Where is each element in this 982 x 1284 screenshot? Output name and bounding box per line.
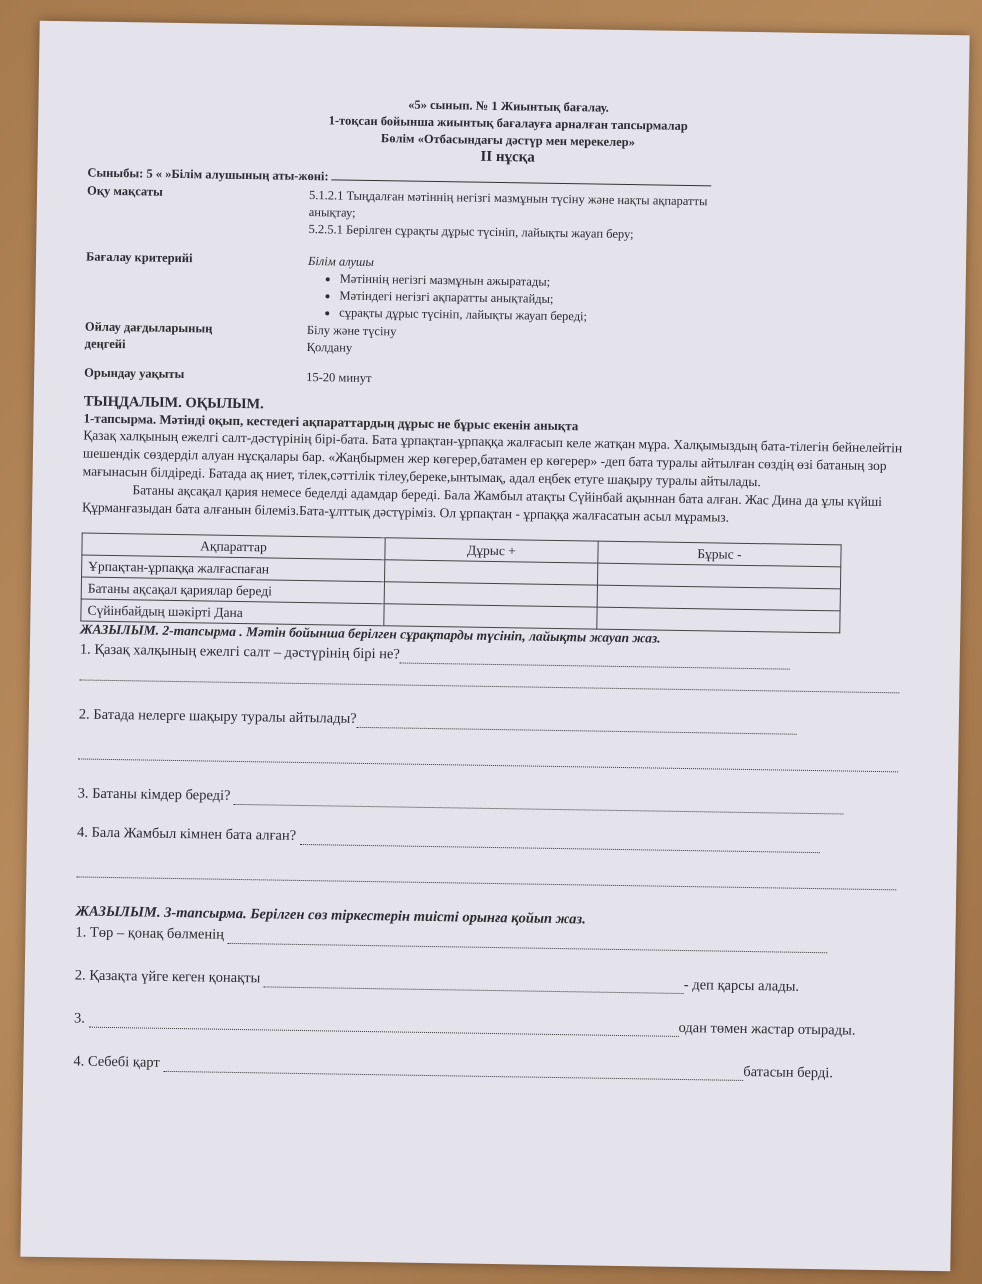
question-4-text: 4. Бала Жамбыл кімнен бата алған? (76, 824, 300, 844)
task2-instruction: ЖАЗЫЛЫМ. 2-тапсырма . Мәтін бойынша берілген сұрақтарды түсініп, лайықты жауап жаз. (80, 621, 661, 646)
reading-paragraph-2: Батаны ақсақал қария немесе беделді адамдар береді. Бала Жамбыл атақты Сүйінбай ақыннан бата алған. Жас Дина да ұлы күйші Құрманғазыдан бата алғанын білеміз.Бата-ұлттық дәстүріміз. Ол ұрпақтан - ұрпаққа жалғасатын асыл мұрамыз. (82, 482, 883, 525)
table-cell-statement: Сүйінбайдың шәкірті Дана (81, 599, 384, 626)
criteria-list (307, 270, 718, 327)
worksheet-paper (20, 21, 969, 1271)
task1-instruction: 1-тапсырма. Мәтінді оқып, кестедегі ақпараттардың дұрыс не бұрыс екенін анықта (83, 410, 579, 434)
criteria-item: • сұрақты дұрыс түсініп, лайықты жауап береді; (339, 305, 717, 328)
question-1-text: 1. Қазақ халқының ежелгі салт – дәстүрінің бірі не? (79, 641, 400, 663)
answer-4-field[interactable] (300, 844, 820, 853)
sentence-4-text-a: 4. Себебі қарт (73, 1053, 160, 1071)
levels-value (307, 322, 717, 362)
table-cell-statement: Батаны ақсақал қариялар береді (81, 577, 384, 604)
goals-label: Оқу мақсаты (86, 183, 163, 199)
sentence-3 (74, 1010, 914, 1040)
answer-4-line-2[interactable] (76, 875, 896, 890)
meta-block (84, 166, 927, 399)
goal-2: 5.2.5.1 Берілген сұрақты дұрыс түсініп, лайықты жауап беру; (308, 222, 634, 242)
question-2-text: 2. Батада нелерге шақыру туралы айтылады? (78, 706, 357, 727)
sentence-2-field[interactable] (264, 986, 684, 994)
question-2 (79, 706, 919, 736)
sentence-2 (75, 967, 915, 997)
goal-1: 5.1.2.1 Тыңдалған мәтіннің негізгі мазмұнын түсіну және нақты ақпаратты анықтау; (308, 188, 708, 220)
criteria-intro: Білім алушы (307, 254, 374, 270)
question-4 (77, 824, 917, 854)
table-cell-true[interactable] (384, 604, 597, 629)
sentence-4-text-b: батасын берді. (743, 1063, 834, 1082)
student-name-field[interactable] (332, 179, 712, 186)
levels-label (85, 319, 213, 355)
table-cell-false[interactable] (597, 607, 840, 633)
sentence-2-text-b: - деп қарсы алады. (683, 977, 800, 995)
header-line-2: 1-тоқсан бойынша жиынтық бағалауға арналған тапсырмалар (328, 113, 688, 133)
true-false-table (80, 532, 841, 633)
answer-2-field[interactable] (357, 727, 797, 735)
goals-value (308, 187, 719, 244)
col-header-true: Дұрыс + (385, 538, 598, 563)
level-1: Білу және түсіну (306, 323, 397, 339)
col-header-false: Бұрыс - (598, 541, 841, 567)
section1-title: ТЫҢДАЛЫМ. ОҚЫЛЫМ. (83, 393, 264, 413)
header-line-3: Бөлім «Отбасындағы дәстүр мен мерекелер» (380, 131, 636, 150)
col-header-info: Ақпараттар (82, 533, 385, 560)
level-2: Қолдану (306, 340, 353, 355)
time-label: Орындау уақыты (84, 365, 185, 382)
sentence-1-field[interactable] (227, 943, 827, 953)
time-value: 15-20 минут (306, 370, 372, 386)
sentence-3-text-b: одан төмен жастар отырады. (678, 1019, 856, 1039)
variant-title: ІІ нұсқа (480, 148, 535, 166)
answer-1-field[interactable] (400, 663, 790, 670)
levels-label-line-1: Ойлау дағдыларының (84, 319, 213, 336)
answer-1-line-2[interactable] (79, 678, 899, 693)
answer-2-line-2[interactable] (78, 757, 898, 772)
class-label: Сыныбы: 5 « »Білім алушының аты-жөні: (87, 165, 329, 184)
criteria-item: • Мәтіннің негізгі мазмұнын ажыратады; (340, 271, 718, 294)
sentence-3-field[interactable] (88, 1027, 678, 1037)
levels-label-line-2: деңгейі (84, 336, 126, 352)
criteria-label: Бағалау критерийі (85, 249, 193, 266)
sentence-2-text-a: 2. Қазақта үйге кеген қонақты (74, 967, 261, 987)
task3-instruction: ЖАЗЫЛЫМ. 3-тапсырма. Берілген сөз тіркестерін тиісті орынға қойып жаз. (75, 903, 586, 928)
criteria-value (307, 253, 718, 327)
question-3-text: 3. Батаны кімдер береді? (77, 785, 235, 804)
sentence-1-text: 1. Төр – қонақ бөлменің (75, 924, 225, 943)
sentence-3-text-a: 3. (73, 1010, 86, 1027)
sentence-4 (73, 1053, 913, 1083)
criteria-item: • Мәтіндегі негізгі ақпаратты анықтайды; (339, 288, 717, 311)
question-3 (77, 785, 917, 815)
sentence-4-field[interactable] (163, 1071, 743, 1081)
class-row (87, 166, 712, 191)
reading-paragraph-1: Қазақ халқының ежелгі салт-дәстүрінің бірі-бата. Бата ұрпақтан-ұрпаққа жалғасып келе жатқан мұра. Халқымыздың бата-тілегін бейнелейтін шешендік сөздерділ алуан нұсқалары бар. «Жаңбырмен жер көгерер,батамен ер көгерер» -деп бата туралы айтылған сөздің өзі батаның зор мағынасын білдіреді. Батада ақ ниет, тілек,сәттілік тілеу,береке,ынтымақ, адал еңбек етуге шақыру туралы айтылады. (82, 427, 903, 490)
worksheet-content (73, 92, 928, 1084)
answer-3-field[interactable] (234, 804, 844, 815)
table-cell-statement: Ұрпақтан-ұрпаққа жалғаспаған (82, 555, 385, 582)
header-line-1: «5» сынып. № 1 Жиынтық бағалау. (408, 97, 609, 115)
